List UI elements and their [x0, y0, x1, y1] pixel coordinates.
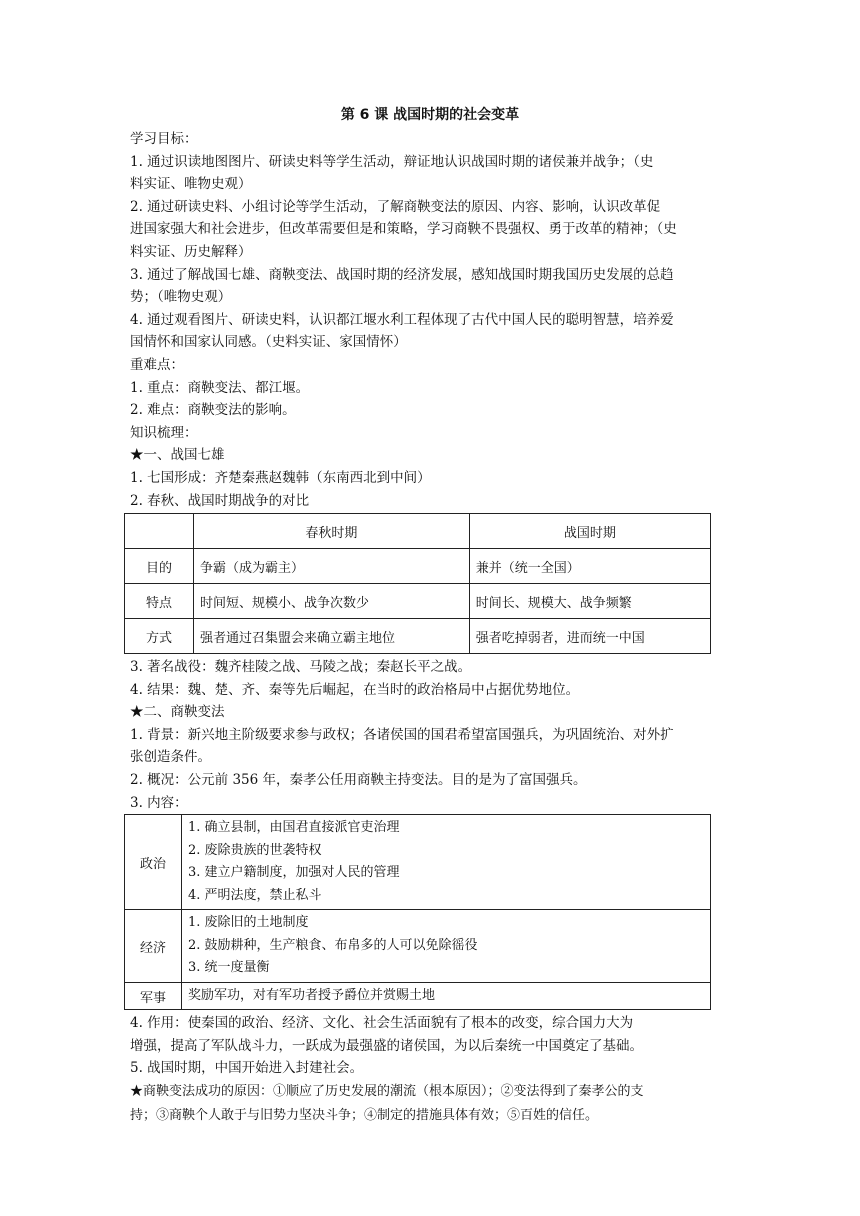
section-warring-states-results	[130, 656, 730, 814]
text-line: 1. 背景：新兴地主阶级要求参与政权；各诸侯国的国君希望富国强兵，为巩固统治、对外扩	[130, 726, 674, 743]
table-row	[125, 910, 711, 983]
text-line: 料实证、唯物史观）	[130, 176, 252, 193]
section-objectives	[130, 128, 730, 512]
table-row	[125, 584, 711, 619]
table-cell	[182, 815, 711, 910]
table-row	[125, 549, 711, 584]
text-line: 3. 著名战役：魏齐桂陵之战、马陵之战；秦赵长平之战。	[130, 659, 472, 676]
table-row	[125, 982, 711, 1010]
text-line: 3. 内容：	[130, 794, 188, 811]
text-line: 张创造条件。	[130, 749, 211, 766]
lesson-title: 第 6 课 战国时期的社会变革	[340, 107, 520, 123]
table-cell	[125, 514, 194, 549]
list-item: 1. 确立县制，由国君直接派官吏治理	[188, 820, 400, 836]
list-item: 奖励军功，对有军功者授予爵位并赏赐土地	[188, 987, 436, 1003]
table-cell: 强者吃掉弱者，进而统一中国	[469, 619, 710, 654]
text-line: 4. 通过观看图片、研读史料，认识都江堰水利工程体现了古代中国人民的聪明智慧，培养爱	[130, 311, 674, 328]
section-heading: ★二、商鞅变法	[130, 704, 225, 721]
list-item: 3. 建立户籍制度，加强对人民的管理	[188, 865, 400, 881]
text-line: 3. 通过了解战国七雄、商鞅变法、战国时期的经济发展，感知战国时期我国历史发展的总趋	[130, 266, 674, 283]
success-reasons-note	[130, 1080, 730, 1128]
text-line: 进国家强大和社会进步，但改革需要但是和策略，学习商鞅不畏强权、勇于改革的精神；（史	[130, 221, 677, 238]
text-line: 增强，提高了军队战斗力，一跃成为最强盛的诸侯国，为以后秦统一中国奠定了基础。	[130, 1037, 643, 1054]
text-line: ★商鞅变法成功的原因：①顺应了历史发展的潮流（根本原因）；②变法得到了秦孝公的支	[130, 1084, 644, 1100]
table-row-label: 经济	[125, 910, 182, 983]
text-line: 国情怀和国家认同感。（史料实证、家国情怀）	[130, 334, 407, 351]
table-cell	[182, 910, 711, 983]
table-row-label: 方式	[125, 619, 194, 654]
table-cell: 兼并（统一全国）	[469, 549, 710, 584]
text-line: 学习目标：	[130, 131, 198, 147]
section-reform-effects	[130, 1012, 730, 1080]
table-cell: 强者通过召集盟会来确立霸主地位	[194, 619, 470, 654]
table-cell: 时间短、规模小、战争次数少	[194, 584, 470, 619]
list-item: 2. 废除贵族的世袭特权	[188, 842, 322, 858]
reform-content-table	[124, 814, 711, 1010]
text-line: 4. 结果：魏、楚、齐、秦等先后崛起，在当时的政治格局中占据优势地位。	[130, 681, 580, 698]
section-heading: ★一、战国七雄	[130, 447, 225, 464]
text-line: 2. 难点：商鞅变法的影响。	[130, 402, 296, 419]
text-line: 势；（唯物史观）	[130, 289, 232, 306]
list-item: 2. 鼓励耕种，生产粮食、布帛多的人可以免除徭役	[188, 937, 478, 953]
table-header-cell: 春秋时期	[194, 514, 470, 549]
text-line: 2. 通过研读史料、小组讨论等学生活动，了解商鞅变法的原因、内容、影响，认识改革促	[130, 198, 661, 215]
text-line: 2. 概况：公元前 356 年，秦孝公任用商鞅主持变法。目的是为了富国强兵。	[130, 772, 587, 789]
text-line: 知识梳理：	[130, 424, 198, 441]
document-page	[130, 104, 730, 1128]
table-row	[125, 619, 711, 654]
table-row-label: 目的	[125, 549, 194, 584]
text-line: 料实证、历史解释）	[130, 243, 252, 260]
table-row-label: 特点	[125, 584, 194, 619]
war-comparison-table	[124, 513, 711, 654]
text-line: 4. 作用：使秦国的政治、经济、文化、社会生活面貌有了根本的改变，综合国力大为	[130, 1015, 634, 1032]
table-row	[125, 514, 711, 549]
table-row-label: 政治	[125, 815, 182, 910]
table-cell: 时间长、规模大、战争频繁	[469, 584, 710, 619]
table-cell	[182, 982, 711, 1010]
list-item: 4. 严明法度，禁止私斗	[188, 887, 322, 903]
list-item: 1. 废除旧的土地制度	[188, 915, 309, 931]
text-line: 重难点：	[130, 356, 184, 373]
text-line: 5. 战国时期，中国开始进入封建社会。	[130, 1060, 364, 1077]
text-line: 2. 春秋、战国时期战争的对比	[130, 492, 310, 509]
text-line: 持；③商鞅个人敢于与旧势力坚决斗争；④制定的措施具体有效；⑤百姓的信任。	[130, 1108, 599, 1124]
text-line: 1. 七国形成：齐楚秦燕赵魏韩（东南西北到中间）	[130, 469, 431, 486]
table-row	[125, 815, 711, 910]
table-header-cell: 战国时期	[469, 514, 710, 549]
table-row-label: 军事	[125, 982, 182, 1010]
text-line: 1. 重点：商鞅变法、都江堰。	[130, 379, 310, 396]
list-item: 3. 统一度量衡	[188, 960, 270, 976]
text-line: 1. 通过识读地图图片、研读史料等学生活动，辩证地认识战国时期的诸侯兼并战争；（史	[130, 153, 654, 170]
table-cell: 争霸（成为霸主）	[194, 549, 470, 584]
